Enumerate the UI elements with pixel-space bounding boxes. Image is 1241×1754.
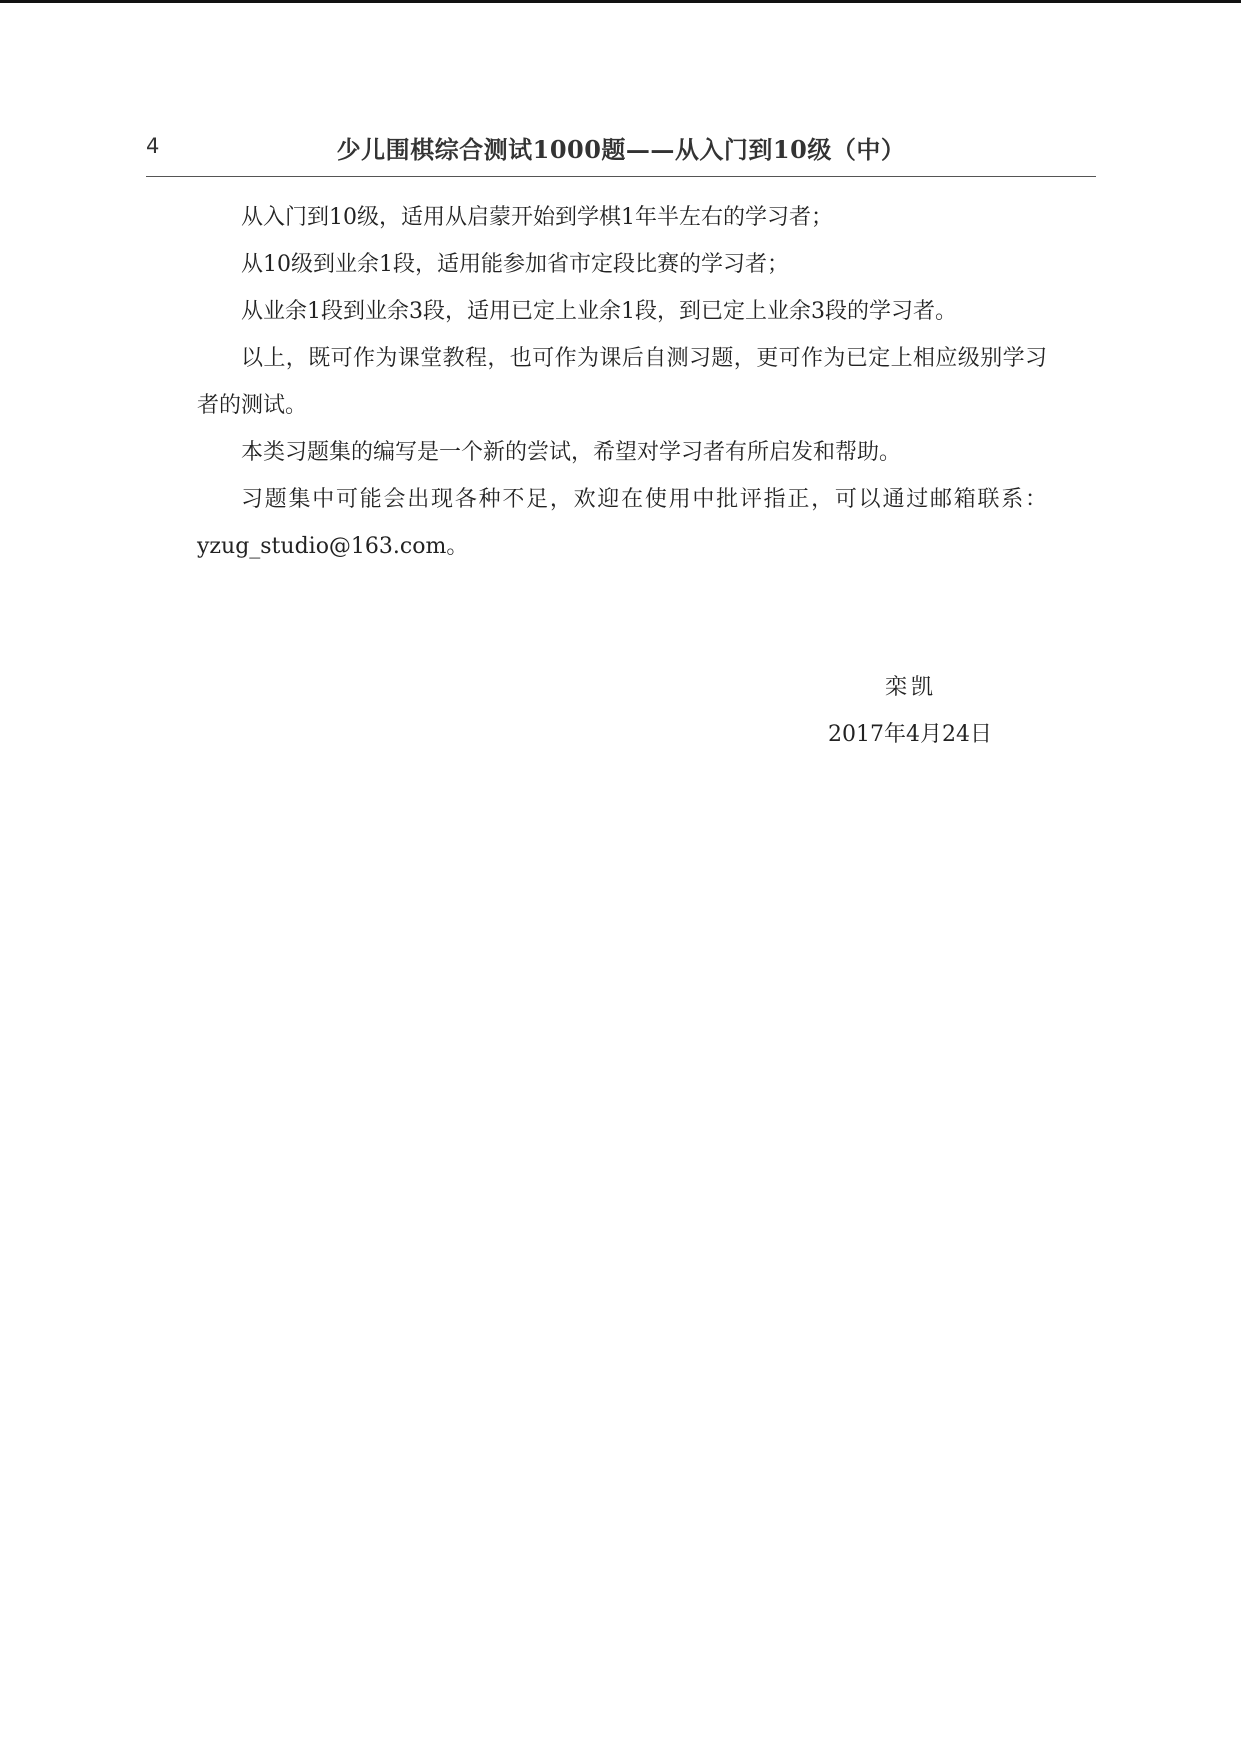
- running-title: 少儿围棋综合测试1000题——从入门到10级（中）: [336, 135, 906, 164]
- paragraph-contact: 习题集中可能会出现各种不足，欢迎在使用中批评指正，可以通过邮箱联系：yzug_studio@163.com。: [197, 487, 1047, 559]
- page-number: 4: [146, 134, 160, 158]
- paragraph-usage: 以上，既可作为课堂教程，也可作为课后自测习题，更可作为已定上相应级别学习者的测试。: [197, 346, 1047, 418]
- page-header: [146, 126, 1096, 176]
- preface-body: [197, 194, 1047, 570]
- page-top-edge: [0, 0, 1241, 3]
- paragraph-purpose: 本类习题集的编写是一个新的尝试，希望对学习者有所启发和帮助。: [241, 440, 902, 465]
- author-name: 栾凯: [885, 675, 938, 700]
- paragraph-level-beginner: 从入门到10级，适用从启蒙开始到学棋1年半左右的学习者；: [241, 205, 833, 230]
- paragraph-level-intermediate: 从10级到业余1段，适用能参加省市定段比赛的学习者；: [241, 252, 789, 277]
- signature-date: 2017年4月24日: [828, 722, 992, 747]
- header-divider: [146, 176, 1096, 177]
- paragraph-level-advanced: 从业余1段到业余3段，适用已定上业余1段，到已定上业余3段的学习者。: [241, 299, 957, 324]
